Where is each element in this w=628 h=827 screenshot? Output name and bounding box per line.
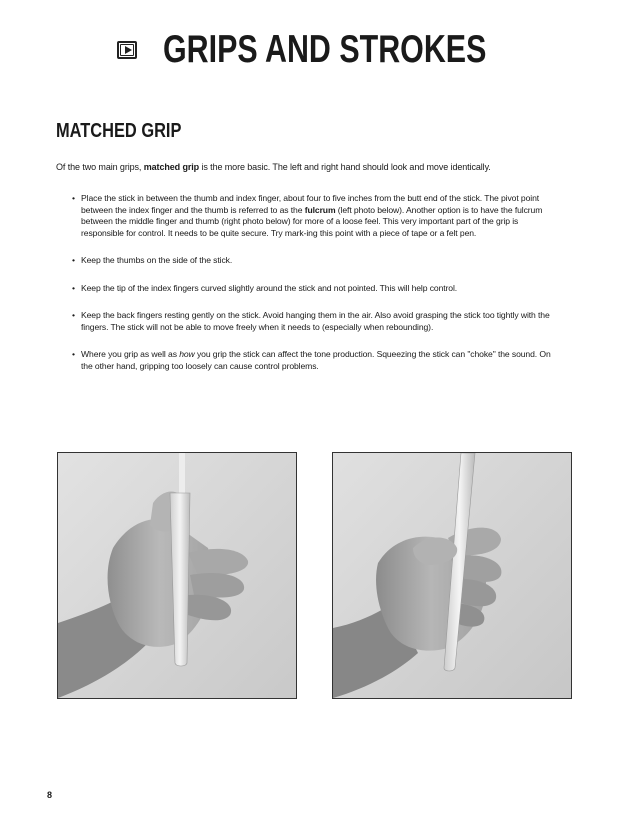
photo-right-grip (332, 452, 572, 699)
bullet-text: Keep the back fingers resting gently on the stick. Avoid hanging them in the air. Also avoid grasping the stick too tightly with the fingers. The stick will not be able to move freely when it needs to (especially when rebounding). (81, 310, 550, 332)
list-item (72, 310, 558, 333)
list-item (72, 349, 558, 372)
bullet-text-bold: fulcrum (304, 204, 336, 215)
bullet-text-before: Where you grip as well as (81, 349, 180, 359)
bullet-list (72, 193, 558, 388)
bullet-text-after: you grip the stick can affect the tone production. Squeezing the stick can "choke" the sound. On the other hand, gripping too loosely can cause control problems. (81, 349, 551, 371)
intro-text-before: Of the two main grips, (56, 162, 144, 172)
play-icon (117, 41, 137, 59)
bullet-text-before: Place the stick in between the thumb and index finger, about four to five inches from the butt end of the stick. The pivot point between the index finger and the thumb is referred to as the (81, 193, 540, 215)
bullet-text: Keep the tip of the index fingers curved slightly around the stick and not pointed. This will help control. (81, 282, 458, 293)
intro-text-bold: matched grip (143, 162, 200, 172)
hand-grip-illustration-right (333, 453, 571, 698)
list-item (72, 283, 558, 295)
list-item (72, 193, 558, 239)
hand-grip-illustration-left (58, 453, 296, 698)
intro-text-after: is the more basic. The left and right hand should look and move identically. (199, 162, 491, 172)
bullet-text-after: (left photo below). Another option is to have the fulcrum between the middle finger and thumb (right photo below) for more of a loose feel. This very important part of the grip is responsible for control. It needs to be quite secure. Try mark-ing this point with a piece of tape or a felt pen. (81, 204, 543, 238)
bullet-text-italic: how (179, 349, 195, 359)
photo-left-grip (57, 452, 297, 699)
section-title: MATCHED GRIP (56, 120, 182, 142)
bullet-text: Keep the thumbs on the side of the stick. (81, 255, 233, 265)
page-title: GRIPS AND STROKES (162, 28, 487, 71)
page-number: 8 (47, 790, 53, 800)
intro-paragraph (56, 162, 491, 172)
chapter-header (0, 28, 628, 72)
list-item (72, 255, 558, 267)
